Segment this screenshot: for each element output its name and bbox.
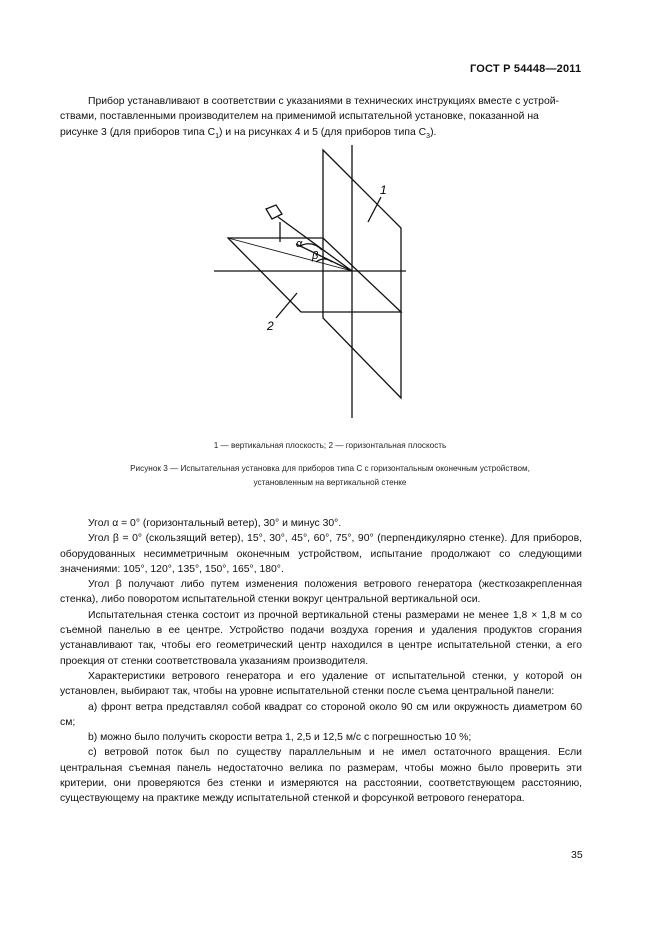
list-item-b: b) можно было получить скорости ветра 1, 2,5 и 12,5 м/с с погрешностью 10 %; (88, 732, 472, 744)
intro-line-1: Прибор устанавливают в соответствии с указаниями в технических инструкциях вместе с устрой- (88, 96, 560, 107)
figure-caption-line-2: установленным на вертикальной стенке (253, 478, 407, 487)
figure-caption (60, 462, 600, 490)
angle-beta-label: β (312, 250, 319, 262)
cut-line (228, 238, 352, 271)
list-item-a: а) фронт ветра представлял собой квадрат со стороной около 90 см или окружность диаметром 60 см; (60, 701, 582, 728)
intro-line-3: рисунке 3 (для приборов типа $C_1$) и на рисунках 4 и 5 (для приборов типа $C_3$). (60, 126, 437, 140)
wind-intro-paragraph: Характеристики ветрового генератора и его удаление от испытательной стенки, у которой он установлен, выбирают так, чтобы на уровне испытательной стенки после съема центральной панели: (60, 670, 582, 698)
wind-generator-symbol (266, 205, 282, 219)
beta-paragraph: Угол β = 0° (скользящий ветер), 15°, 30°, 45°, 60°, 75°, 90° (перпендикулярно стенке). Для приборов, оборудованных несимметричным оконечным устройством, испытание продолжают со следующими значениями: 105°, 120°, 135°, 150°, 165°, 180°. (60, 533, 582, 575)
document-code: ГОСТ Р 54448—2011 (470, 63, 582, 75)
angle-alpha-label: α (296, 238, 303, 250)
beta-obtain-paragraph: Угол β получают либо путем изменения положения ветрового генератора (жесткозакрепленная стенка), либо поворотом испытательной стенки вокруг центральной вертикальной оси. (60, 579, 582, 606)
wind-direction-line (278, 217, 352, 271)
beta-arc (316, 259, 332, 262)
figure-3-drawing (0, 0, 661, 440)
vertical-plane (323, 150, 401, 398)
page-number: 35 (571, 849, 583, 861)
intro-line-2: ствами, поставленными производителем на применимой испытательной установке, показанной на (60, 111, 539, 123)
list-item-c: c) ветровой поток был по существу параллельным и не имел остаточного вращения. Если центральная съемная панель недостаточно велика по размерам, чтобы можно было проверить эти критерии, они проверяются без стенки и измеряются на расстоянии, соответствующем расстоянию, существующему на практике между испытательной стенкой и форсункой ветрового генератора. (60, 747, 582, 805)
wall-paragraph: Испытательная стенка состоит из прочной вертикальной стены размерами не менее 1,8 × 1,8 м со съемной панелью в ее центре. Устройство подачи воздуха горения и удаления продуктов сгорания устанавливают так, чтобы его геометрический центр находился в центре испытательной стенки, а его проекция от стенки соответствовала указаниям производителя. (60, 609, 582, 667)
figure-label-2: 2 (267, 319, 274, 333)
figure-label-1: 1 (380, 183, 387, 197)
figure-legend: 1 — вертикальная плоскость; 2 — горизонтальная плоскость (213, 441, 447, 450)
figure-caption-line-1: Рисунок 3 — Испытательная установка для приборов типа C с горизонтальным оконечным устройством, (130, 464, 530, 473)
body-text (60, 516, 582, 807)
alpha-paragraph: Угол α = 0° (горизонтальный ветер), 30° и минус 30°. (88, 518, 342, 529)
